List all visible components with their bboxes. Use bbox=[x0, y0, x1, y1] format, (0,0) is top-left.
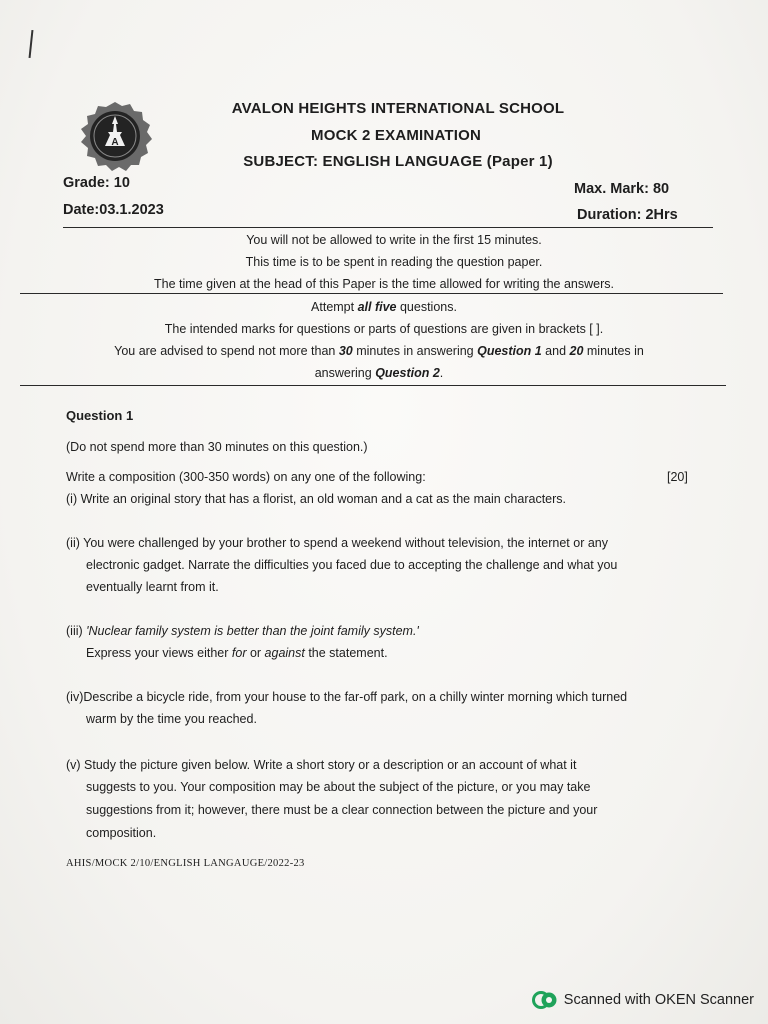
scanner-logo-icon bbox=[532, 990, 558, 1010]
divider bbox=[20, 293, 723, 294]
exam-date bbox=[63, 202, 164, 218]
option-iii-line: Express your views either for or against the statement. bbox=[86, 646, 388, 660]
pen-mark bbox=[29, 30, 34, 58]
date-label: Date: bbox=[63, 202, 100, 218]
instruction-line: The intended marks for questions or parts of questions are given in brackets [ ]. bbox=[164, 322, 604, 336]
max-mark-value: 80 bbox=[652, 181, 670, 197]
question-prompt: Write a composition (300-350 words) on any one of the following: bbox=[66, 470, 426, 484]
option-iii-line: (iii) 'Nuclear family system is better than the joint family system.' bbox=[66, 624, 419, 638]
max-mark-label: Max. Mark: bbox=[574, 181, 649, 197]
paper-code: AHIS/MOCK 2/10/ENGLISH LANGAUGE/2022-23 bbox=[66, 858, 305, 869]
question-marks: [20] bbox=[667, 470, 688, 484]
grade-label: Grade: bbox=[63, 175, 110, 191]
option-v-line: suggests to you. Your composition may be about the subject of the picture, or you may take bbox=[86, 780, 591, 794]
duration-label: Duration: bbox=[577, 207, 642, 223]
instruction-line: This time is to be spent in reading the question paper. bbox=[245, 255, 543, 269]
duration bbox=[577, 207, 678, 223]
instruction-line: You are advised to spend not more than 30 minutes in answering Question 1 and 20 minutes in bbox=[114, 344, 644, 358]
option-v-line: (v) Study the picture given below. Write a short story or a description or an account of what it bbox=[66, 758, 577, 772]
option-v-line: composition. bbox=[86, 826, 157, 840]
school-name: AVALON HEIGHTS INTERNATIONAL SCHOOL bbox=[231, 100, 565, 117]
option-iv-line: (iv)Describe a bicycle ride, from your house to the far-off park, on a chilly winter morning which turned bbox=[66, 690, 628, 704]
instruction-line: The time given at the head of this Paper is the time allowed for writing the answers. bbox=[154, 277, 614, 291]
instruction-line: You will not be allowed to write in the first 15 minutes. bbox=[246, 233, 542, 247]
option-iv-line: warm by the time you reached. bbox=[86, 712, 257, 726]
divider bbox=[63, 227, 713, 228]
question-1-title: Question 1 bbox=[66, 408, 134, 423]
option-i: (i) Write an original story that has a florist, an old woman and a cat as the main characters. bbox=[66, 492, 566, 506]
svg-text:A: A bbox=[111, 137, 119, 148]
option-ii-line: electronic gadget. Narrate the difficulties you faced due to accepting the challenge and what you bbox=[86, 558, 618, 572]
divider bbox=[20, 385, 726, 386]
question-time-note: (Do not spend more than 30 minutes on this question.) bbox=[66, 440, 368, 454]
option-v-line: suggestions from it; however, there must be a clear connection between the picture and your bbox=[86, 803, 598, 817]
max-mark bbox=[574, 181, 669, 197]
option-ii-line: eventually learnt from it. bbox=[86, 580, 219, 594]
option-ii-line: (ii) You were challenged by your brother to spend a weekend without television, the internet or any bbox=[66, 536, 608, 550]
subject-line: SUBJECT: ENGLISH LANGUAGE (Paper 1) bbox=[243, 153, 553, 170]
exam-title: MOCK 2 EXAMINATION bbox=[311, 127, 481, 144]
grade-value: 10 bbox=[113, 175, 130, 191]
scanner-text: Scanned with OKEN Scanner bbox=[563, 992, 754, 1008]
grade bbox=[63, 175, 130, 191]
date-value: 03.1.2023 bbox=[99, 202, 164, 218]
instruction-line: Attempt all five questions. bbox=[311, 300, 457, 314]
duration-value: 2Hrs bbox=[645, 207, 678, 223]
scanner-watermark bbox=[532, 990, 754, 1010]
instruction-line: answering Question 2. bbox=[314, 366, 444, 380]
